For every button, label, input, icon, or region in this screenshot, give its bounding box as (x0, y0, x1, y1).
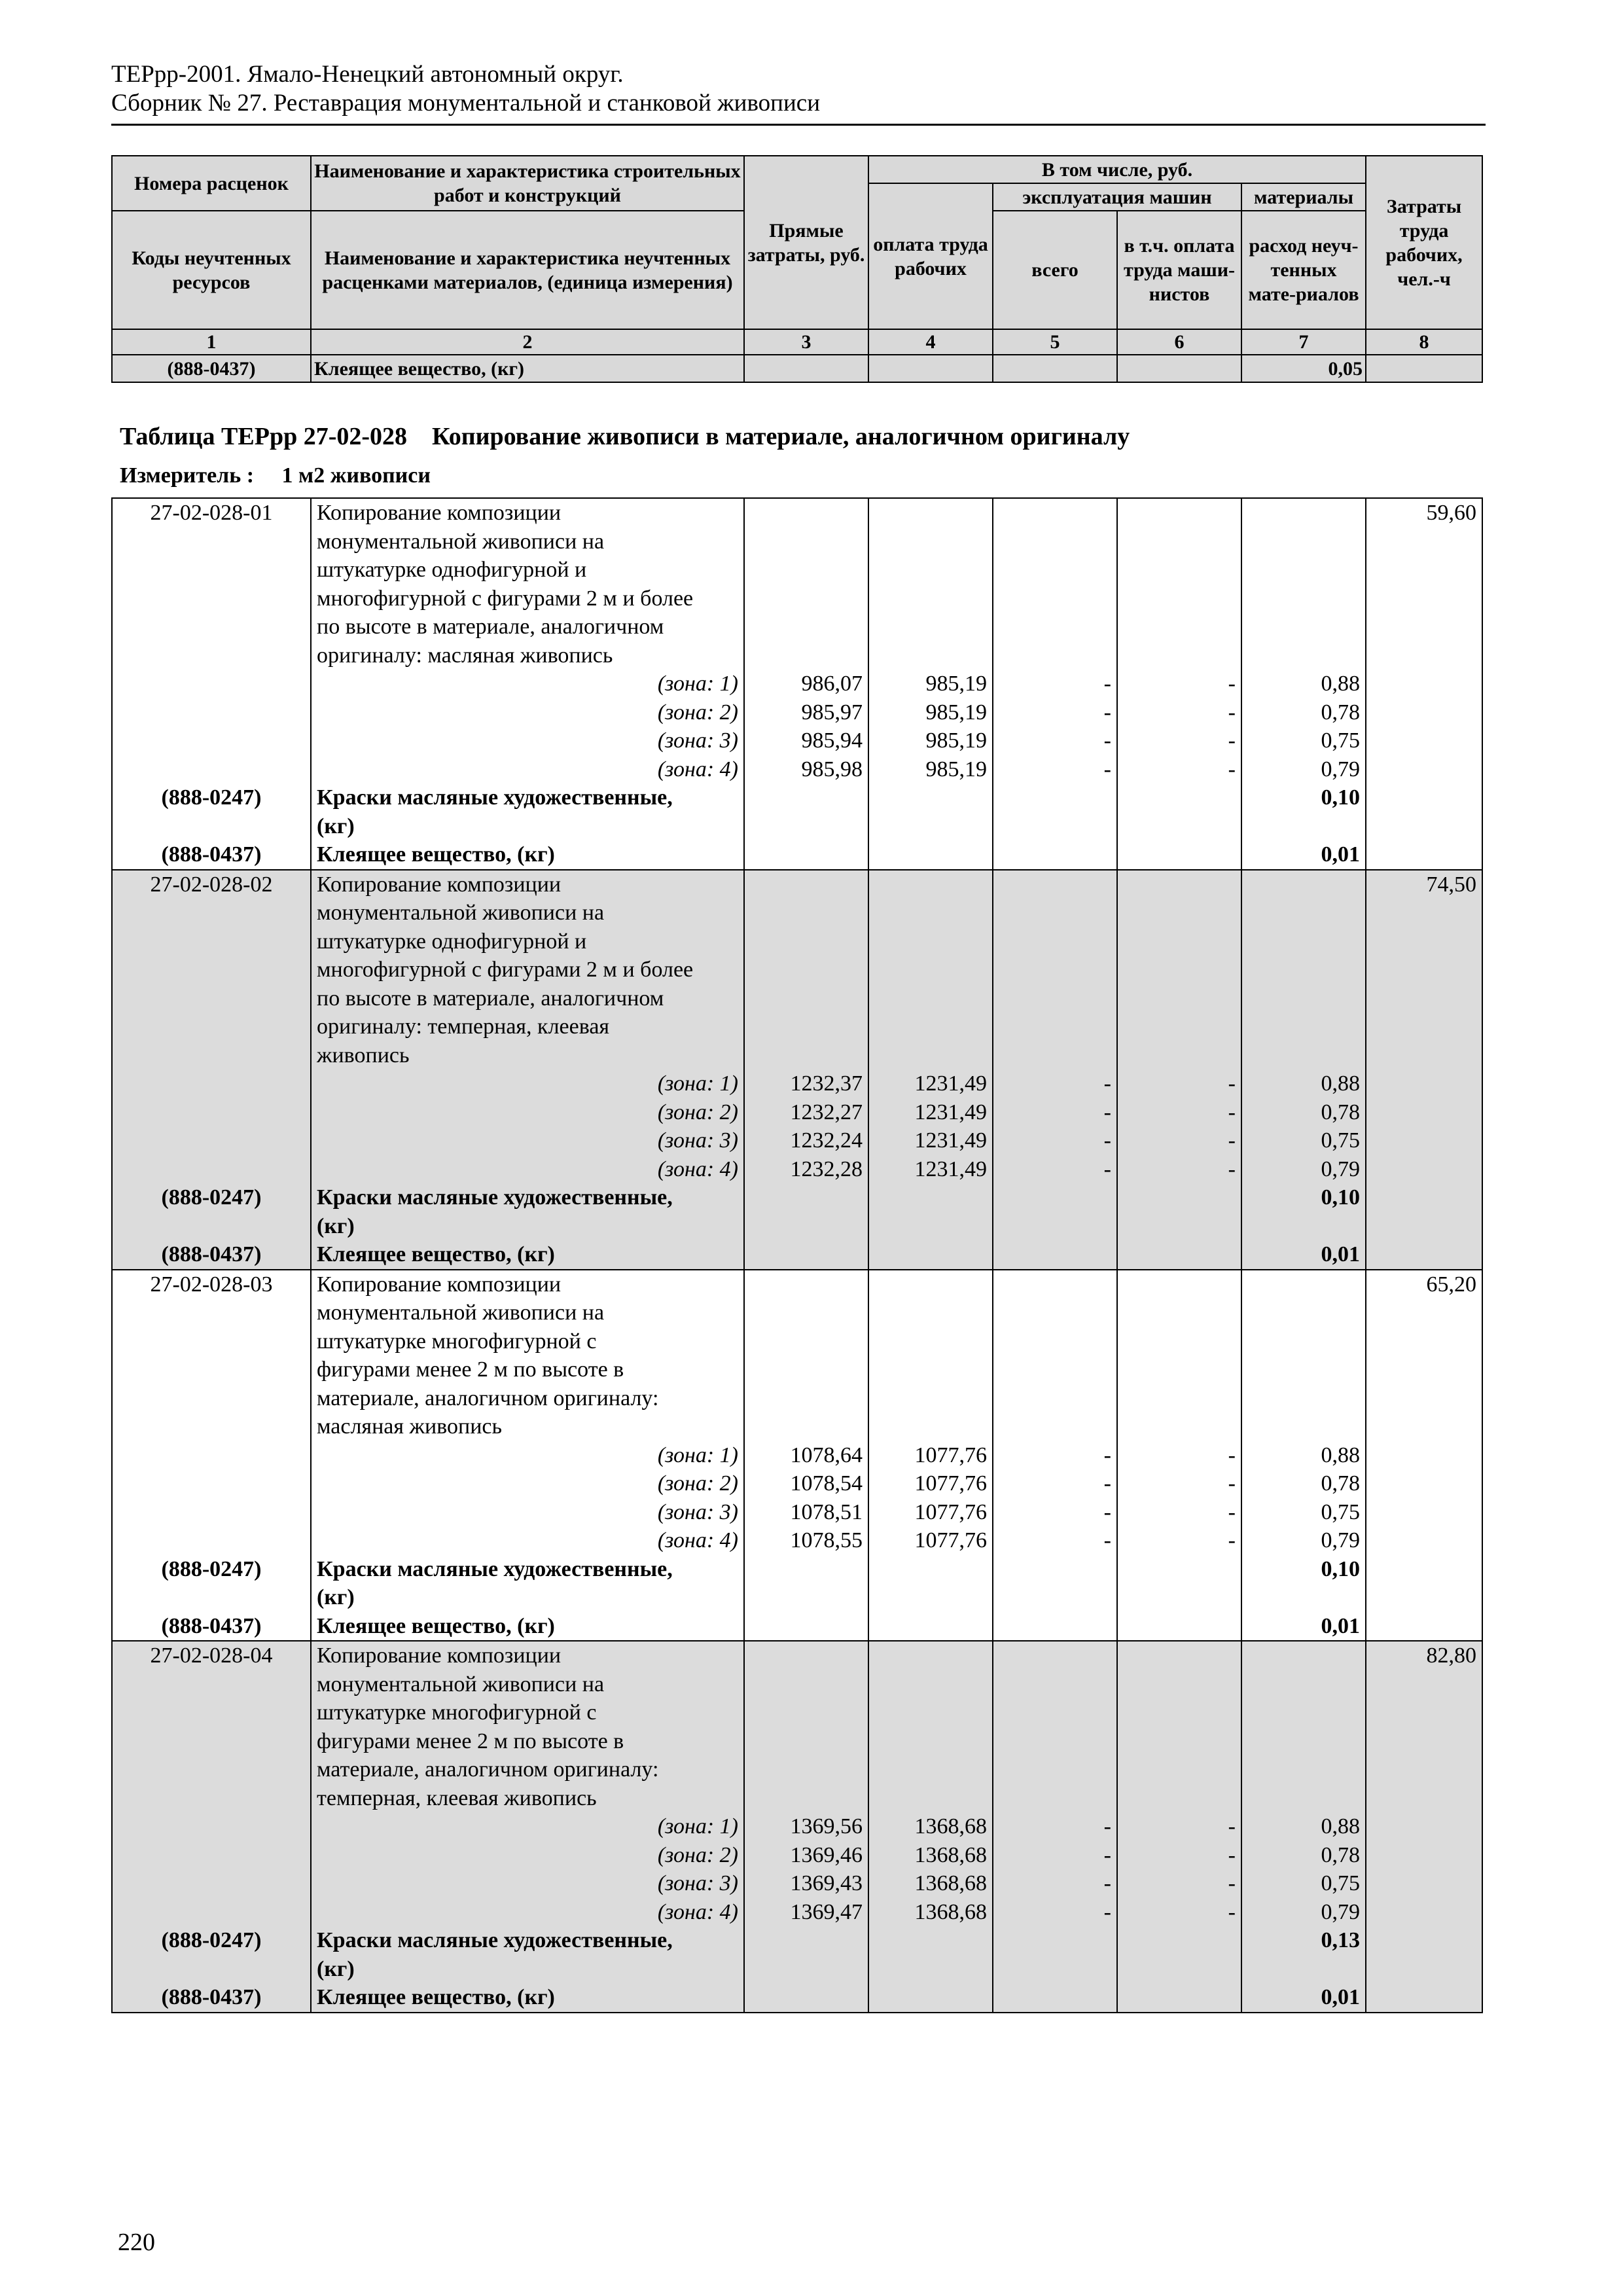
wage-cost: 985,19 (868, 755, 993, 784)
machine-total: - (993, 1869, 1117, 1898)
zone-label: (зона: 4) (311, 1898, 744, 1927)
wage-cost: 985,19 (868, 726, 993, 755)
material-value: 0,01 (1241, 1612, 1366, 1641)
machine-total: - (993, 1498, 1117, 1527)
material-name: Клеящее вещество, (кг) (311, 1612, 744, 1641)
empty-cell (112, 1526, 311, 1555)
carry-empty-8 (1366, 355, 1482, 382)
material-row (112, 1555, 1482, 1612)
material-name: Краски масляные художественные, (кг) (311, 1183, 744, 1240)
zone-label: (зона: 2) (311, 698, 744, 727)
header-pryamye: Прямые затраты, руб. (744, 156, 868, 329)
material-value: 0,13 (1241, 1926, 1366, 1983)
wage-cost: 1077,76 (868, 1469, 993, 1498)
empty-cell (868, 498, 993, 670)
machinist-wage: - (1117, 670, 1241, 698)
col-num-1: 1 (112, 329, 311, 355)
empty-cell (744, 1240, 868, 1270)
empty-cell (112, 755, 311, 784)
empty-cell (1117, 1926, 1241, 1983)
empty-cell (1117, 1555, 1241, 1612)
rate-code: 27-02-028-03 (112, 1270, 311, 1441)
wage-cost: 985,19 (868, 698, 993, 727)
empty-cell (1366, 1612, 1482, 1641)
empty-cell (993, 1270, 1117, 1441)
machine-total: - (993, 1526, 1117, 1555)
materials-cost: 0,78 (1241, 1098, 1366, 1127)
zone-row (112, 1155, 1482, 1184)
carry-empty-3 (744, 355, 868, 382)
rate-code: 27-02-028-02 (112, 870, 311, 1070)
empty-cell (1366, 1126, 1482, 1155)
direct-cost: 1078,54 (744, 1469, 868, 1498)
material-code: (888-0247) (112, 1926, 311, 1983)
zone-label: (зона: 3) (311, 726, 744, 755)
empty-cell (993, 870, 1117, 1070)
empty-cell (1366, 1555, 1482, 1612)
machine-total: - (993, 1441, 1117, 1470)
labor-cost: 74,50 (1366, 870, 1482, 1070)
material-code: (888-0247) (112, 783, 311, 840)
materials-cost: 0,79 (1241, 755, 1366, 784)
zone-label: (зона: 2) (311, 1098, 744, 1127)
materials-cost: 0,88 (1241, 1069, 1366, 1098)
carry-empty-6 (1117, 355, 1241, 382)
machinist-wage: - (1117, 1441, 1241, 1470)
zone-row (112, 1498, 1482, 1527)
zone-label: (зона: 3) (311, 1498, 744, 1527)
empty-cell (744, 498, 868, 670)
material-value: 0,10 (1241, 783, 1366, 840)
empty-cell (868, 1555, 993, 1612)
empty-cell (744, 1270, 868, 1441)
header-oplata-truda: оплата труда рабочих (868, 183, 993, 329)
material-row (112, 783, 1482, 840)
empty-cell (993, 783, 1117, 840)
col-num-3: 3 (744, 329, 868, 355)
header-kody: Коды неучтенных ресурсов (112, 211, 311, 329)
material-code: (888-0437) (112, 840, 311, 870)
zone-label: (зона: 4) (311, 1155, 744, 1184)
material-code: (888-0437) (112, 1983, 311, 2013)
machine-total: - (993, 1098, 1117, 1127)
carry-empty-5 (993, 355, 1117, 382)
zone-row (112, 1126, 1482, 1155)
empty-cell (1117, 1641, 1241, 1812)
materials-cost: 0,79 (1241, 1898, 1366, 1927)
materials-cost: 0,78 (1241, 1469, 1366, 1498)
empty-cell (112, 1098, 311, 1127)
empty-cell (1117, 1983, 1241, 2013)
empty-cell (868, 1270, 993, 1441)
table-title: Таблица ТЕРрр 27-02-028 Копирование живописи в материале, аналогичном оригиналу (120, 423, 1130, 450)
zone-row (112, 1898, 1482, 1927)
machine-total: - (993, 1469, 1117, 1498)
empty-cell (1117, 1183, 1241, 1240)
empty-cell (1117, 840, 1241, 870)
empty-cell (1117, 498, 1241, 670)
empty-cell (993, 1612, 1117, 1641)
empty-cell (744, 1983, 868, 2013)
machinist-wage: - (1117, 726, 1241, 755)
empty-cell (1366, 1240, 1482, 1270)
header-ekspl-mashin: эксплуатация машин (993, 183, 1241, 211)
machine-total: - (993, 1812, 1117, 1841)
rate-row (112, 1270, 1482, 1441)
machine-total: - (993, 670, 1117, 698)
zone-row (112, 1841, 1482, 1870)
machinist-wage: - (1117, 1155, 1241, 1184)
empty-cell (112, 670, 311, 698)
rate-row (112, 498, 1482, 670)
empty-cell (744, 1183, 868, 1240)
empty-cell (1366, 840, 1482, 870)
material-value: 0,01 (1241, 840, 1366, 870)
empty-cell (1366, 698, 1482, 727)
material-name: Клеящее вещество, (кг) (311, 840, 744, 870)
machinist-wage: - (1117, 1869, 1241, 1898)
material-code: (888-0437) (112, 1612, 311, 1641)
machine-total: - (993, 698, 1117, 727)
direct-cost: 1232,37 (744, 1069, 868, 1098)
empty-cell (993, 498, 1117, 670)
wage-cost: 1077,76 (868, 1498, 993, 1527)
material-row (112, 1240, 1482, 1270)
zone-row (112, 1869, 1482, 1898)
material-name: Клеящее вещество, (кг) (311, 1983, 744, 2013)
empty-cell (1366, 783, 1482, 840)
header-zatraty: Затраты труда рабочих, чел.-ч (1366, 156, 1482, 329)
empty-cell (1366, 1098, 1482, 1127)
rate-description: Копирование композиции монументальной живописи на штукатурке однофигурной и многофигурной с фигурами 2 м и более по высоте в материале, аналогичном оригиналу: масляная живопись (311, 498, 744, 670)
header-v-tch-oplata: в т.ч. оплата труда маши-нистов (1117, 211, 1241, 329)
header-naim-mat: Наименование и характеристика неучтенных расценками материалов, (единица измерения) (311, 211, 744, 329)
machine-total: - (993, 1069, 1117, 1098)
empty-cell (112, 1069, 311, 1098)
direct-cost: 1369,43 (744, 1869, 868, 1898)
material-row (112, 1612, 1482, 1641)
wage-cost: 1077,76 (868, 1526, 993, 1555)
wage-cost: 1077,76 (868, 1441, 993, 1470)
empty-cell (868, 870, 993, 1070)
rate-description: Копирование композиции монументальной живописи на штукатурке многофигурной с фигурами менее 2 м по высоте в материале, аналогичном оригиналу: темперная, клеевая живопись (311, 1641, 744, 1812)
direct-cost: 985,97 (744, 698, 868, 727)
empty-cell (1241, 870, 1366, 1070)
empty-cell (1366, 1526, 1482, 1555)
empty-cell (112, 1498, 311, 1527)
machine-total: - (993, 1155, 1117, 1184)
empty-cell (868, 1641, 993, 1812)
zone-label: (зона: 2) (311, 1841, 744, 1870)
empty-cell (1241, 1270, 1366, 1441)
wage-cost: 1368,68 (868, 1841, 993, 1870)
empty-cell (744, 870, 868, 1070)
empty-cell (1241, 1641, 1366, 1812)
material-code: (888-0247) (112, 1555, 311, 1612)
zone-label: (зона: 4) (311, 1526, 744, 1555)
empty-cell (1366, 1183, 1482, 1240)
empty-cell (1366, 1069, 1482, 1098)
empty-cell (112, 1126, 311, 1155)
machinist-wage: - (1117, 1469, 1241, 1498)
materials-cost: 0,78 (1241, 1841, 1366, 1870)
zone-row (112, 726, 1482, 755)
material-row (112, 840, 1482, 870)
material-code: (888-0437) (112, 1240, 311, 1270)
empty-cell (744, 1926, 868, 1983)
empty-cell (1366, 755, 1482, 784)
zone-row (112, 1441, 1482, 1470)
materials-cost: 0,88 (1241, 1812, 1366, 1841)
zone-label: (зона: 4) (311, 755, 744, 784)
page-header (111, 60, 1486, 118)
zone-row (112, 1812, 1482, 1841)
empty-cell (868, 1926, 993, 1983)
empty-cell (1117, 870, 1241, 1070)
zone-row (112, 1526, 1482, 1555)
materials-cost: 0,88 (1241, 1441, 1366, 1470)
materials-cost: 0,88 (1241, 670, 1366, 698)
empty-cell (1366, 1983, 1482, 2013)
empty-cell (1366, 1155, 1482, 1184)
empty-cell (744, 1555, 868, 1612)
zone-label: (зона: 3) (311, 1126, 744, 1155)
empty-cell (1366, 1841, 1482, 1870)
empty-cell (868, 1240, 993, 1270)
rate-code: 27-02-028-01 (112, 498, 311, 670)
empty-cell (112, 1898, 311, 1927)
direct-cost: 1078,55 (744, 1526, 868, 1555)
header-vsego: всего (993, 211, 1117, 329)
direct-cost: 1078,64 (744, 1441, 868, 1470)
empty-cell (993, 1555, 1117, 1612)
carry-code: (888-0437) (112, 355, 311, 382)
empty-cell (1366, 1812, 1482, 1841)
wage-cost: 1231,49 (868, 1126, 993, 1155)
zone-row (112, 1469, 1482, 1498)
machine-total: - (993, 1126, 1117, 1155)
material-value: 0,10 (1241, 1183, 1366, 1240)
machinist-wage: - (1117, 698, 1241, 727)
zone-row (112, 698, 1482, 727)
zone-row (112, 1098, 1482, 1127)
empty-cell (744, 1612, 868, 1641)
materials-cost: 0,75 (1241, 726, 1366, 755)
carry-empty-4 (868, 355, 993, 382)
empty-cell (1117, 783, 1241, 840)
materials-cost: 0,75 (1241, 1126, 1366, 1155)
wage-cost: 985,19 (868, 670, 993, 698)
material-name: Краски масляные художественные, (кг) (311, 1555, 744, 1612)
material-row (112, 1183, 1482, 1240)
direct-cost: 986,07 (744, 670, 868, 698)
machinist-wage: - (1117, 1526, 1241, 1555)
rate-row (112, 870, 1482, 1070)
col-num-4: 4 (868, 329, 993, 355)
material-code: (888-0247) (112, 1183, 311, 1240)
rate-row (112, 1641, 1482, 1812)
machine-total: - (993, 755, 1117, 784)
rate-description: Копирование композиции монументальной живописи на штукатурке однофигурной и многофигурной с фигурами 2 м и более по высоте в материале, аналогичном оригиналу: темперная, клеевая живопись (311, 870, 744, 1070)
empty-cell (744, 1641, 868, 1812)
empty-cell (1366, 1498, 1482, 1527)
materials-cost: 0,75 (1241, 1869, 1366, 1898)
empty-cell (112, 1469, 311, 1498)
col-num-7: 7 (1241, 329, 1366, 355)
direct-cost: 1232,27 (744, 1098, 868, 1127)
machine-total: - (993, 726, 1117, 755)
empty-cell (744, 840, 868, 870)
empty-cell (1366, 1469, 1482, 1498)
zone-label: (зона: 3) (311, 1869, 744, 1898)
rate-code: 27-02-028-04 (112, 1641, 311, 1812)
zone-label: (зона: 1) (311, 1812, 744, 1841)
empty-cell (1366, 1869, 1482, 1898)
empty-cell (1366, 1926, 1482, 1983)
wage-cost: 1368,68 (868, 1812, 993, 1841)
col-num-6: 6 (1117, 329, 1241, 355)
page-number: 220 (118, 2229, 155, 2256)
empty-cell (1117, 1612, 1241, 1641)
material-name: Клеящее вещество, (кг) (311, 1240, 744, 1270)
header-rashod: расход неуч-тенных мате-риалов (1241, 211, 1366, 329)
empty-cell (1241, 498, 1366, 670)
labor-cost: 82,80 (1366, 1641, 1482, 1812)
empty-cell (112, 1841, 311, 1870)
carry-name: Клеящее вещество, (кг) (311, 355, 744, 382)
zone-label: (зона: 1) (311, 670, 744, 698)
wage-cost: 1368,68 (868, 1869, 993, 1898)
materials-cost: 0,78 (1241, 698, 1366, 727)
empty-cell (993, 840, 1117, 870)
machinist-wage: - (1117, 1126, 1241, 1155)
empty-cell (993, 1240, 1117, 1270)
machinist-wage: - (1117, 1498, 1241, 1527)
wage-cost: 1368,68 (868, 1898, 993, 1927)
empty-cell (868, 1183, 993, 1240)
wage-cost: 1231,49 (868, 1069, 993, 1098)
empty-cell (1117, 1270, 1241, 1441)
empty-cell (112, 1155, 311, 1184)
col-num-8: 8 (1366, 329, 1482, 355)
machine-total: - (993, 1841, 1117, 1870)
header-line-1: ТЕРрр-2001. Ямало-Ненецкий автономный округ. (111, 61, 624, 88)
materials-cost: 0,79 (1241, 1155, 1366, 1184)
header-nomera: Номера расценок (112, 156, 311, 211)
zone-label: (зона: 1) (311, 1069, 744, 1098)
material-name: Краски масляные художественные, (кг) (311, 783, 744, 840)
direct-cost: 985,98 (744, 755, 868, 784)
zone-label: (зона: 2) (311, 1469, 744, 1498)
direct-cost: 1369,47 (744, 1898, 868, 1927)
wage-cost: 1231,49 (868, 1155, 993, 1184)
empty-cell (1366, 1441, 1482, 1470)
col-num-2: 2 (311, 329, 744, 355)
zone-label: (зона: 1) (311, 1441, 744, 1470)
empty-cell (112, 726, 311, 755)
direct-cost: 1369,46 (744, 1841, 868, 1870)
empty-cell (868, 1612, 993, 1641)
zone-row (112, 670, 1482, 698)
direct-cost: 1232,28 (744, 1155, 868, 1184)
labor-cost: 65,20 (1366, 1270, 1482, 1441)
empty-cell (868, 1983, 993, 2013)
machinist-wage: - (1117, 1098, 1241, 1127)
empty-cell (993, 1926, 1117, 1983)
header-naim-rabot: Наименование и характеристика строительных работ и конструкций (311, 156, 744, 211)
zone-row (112, 755, 1482, 784)
material-name: Краски масляные художественные, (кг) (311, 1926, 744, 1983)
machine-total: - (993, 1898, 1117, 1927)
empty-cell (744, 783, 868, 840)
machinist-wage: - (1117, 1898, 1241, 1927)
machinist-wage: - (1117, 755, 1241, 784)
material-value: 0,10 (1241, 1555, 1366, 1612)
materials-cost: 0,75 (1241, 1498, 1366, 1527)
header-rule (111, 124, 1486, 126)
empty-cell (112, 698, 311, 727)
machinist-wage: - (1117, 1069, 1241, 1098)
carry-value: 0,05 (1241, 355, 1366, 382)
empty-cell (993, 1641, 1117, 1812)
column-header-table (111, 155, 1483, 383)
empty-cell (112, 1441, 311, 1470)
material-value: 0,01 (1241, 1240, 1366, 1270)
rates-table (111, 497, 1483, 2013)
col-num-5: 5 (993, 329, 1117, 355)
direct-cost: 1369,56 (744, 1812, 868, 1841)
machinist-wage: - (1117, 1812, 1241, 1841)
direct-cost: 1232,24 (744, 1126, 868, 1155)
empty-cell (993, 1183, 1117, 1240)
direct-cost: 985,94 (744, 726, 868, 755)
direct-cost: 1078,51 (744, 1498, 868, 1527)
machinist-wage: - (1117, 1841, 1241, 1870)
empty-cell (1366, 726, 1482, 755)
empty-cell (112, 1869, 311, 1898)
material-row (112, 1983, 1482, 2013)
empty-cell (1117, 1240, 1241, 1270)
empty-cell (1366, 1898, 1482, 1927)
zone-row (112, 1069, 1482, 1098)
empty-cell (993, 1983, 1117, 2013)
materials-cost: 0,79 (1241, 1526, 1366, 1555)
header-line-2: Сборник № 27. Реставрация монументальной и станковой живописи (111, 90, 821, 117)
labor-cost: 59,60 (1366, 498, 1482, 670)
header-materialy: материалы (1241, 183, 1366, 211)
rate-description: Копирование композиции монументальной живописи на штукатурке многофигурной с фигурами менее 2 м по высоте в материале, аналогичном оригиналу: масляная живопись (311, 1270, 744, 1441)
empty-cell (112, 1812, 311, 1841)
empty-cell (868, 840, 993, 870)
measurer: Измеритель : 1 м2 живописи (120, 463, 431, 488)
empty-cell (868, 783, 993, 840)
wage-cost: 1231,49 (868, 1098, 993, 1127)
empty-cell (1366, 670, 1482, 698)
material-value: 0,01 (1241, 1983, 1366, 2013)
header-v-tom-chisle: В том числе, руб. (868, 156, 1366, 183)
material-row (112, 1926, 1482, 1983)
